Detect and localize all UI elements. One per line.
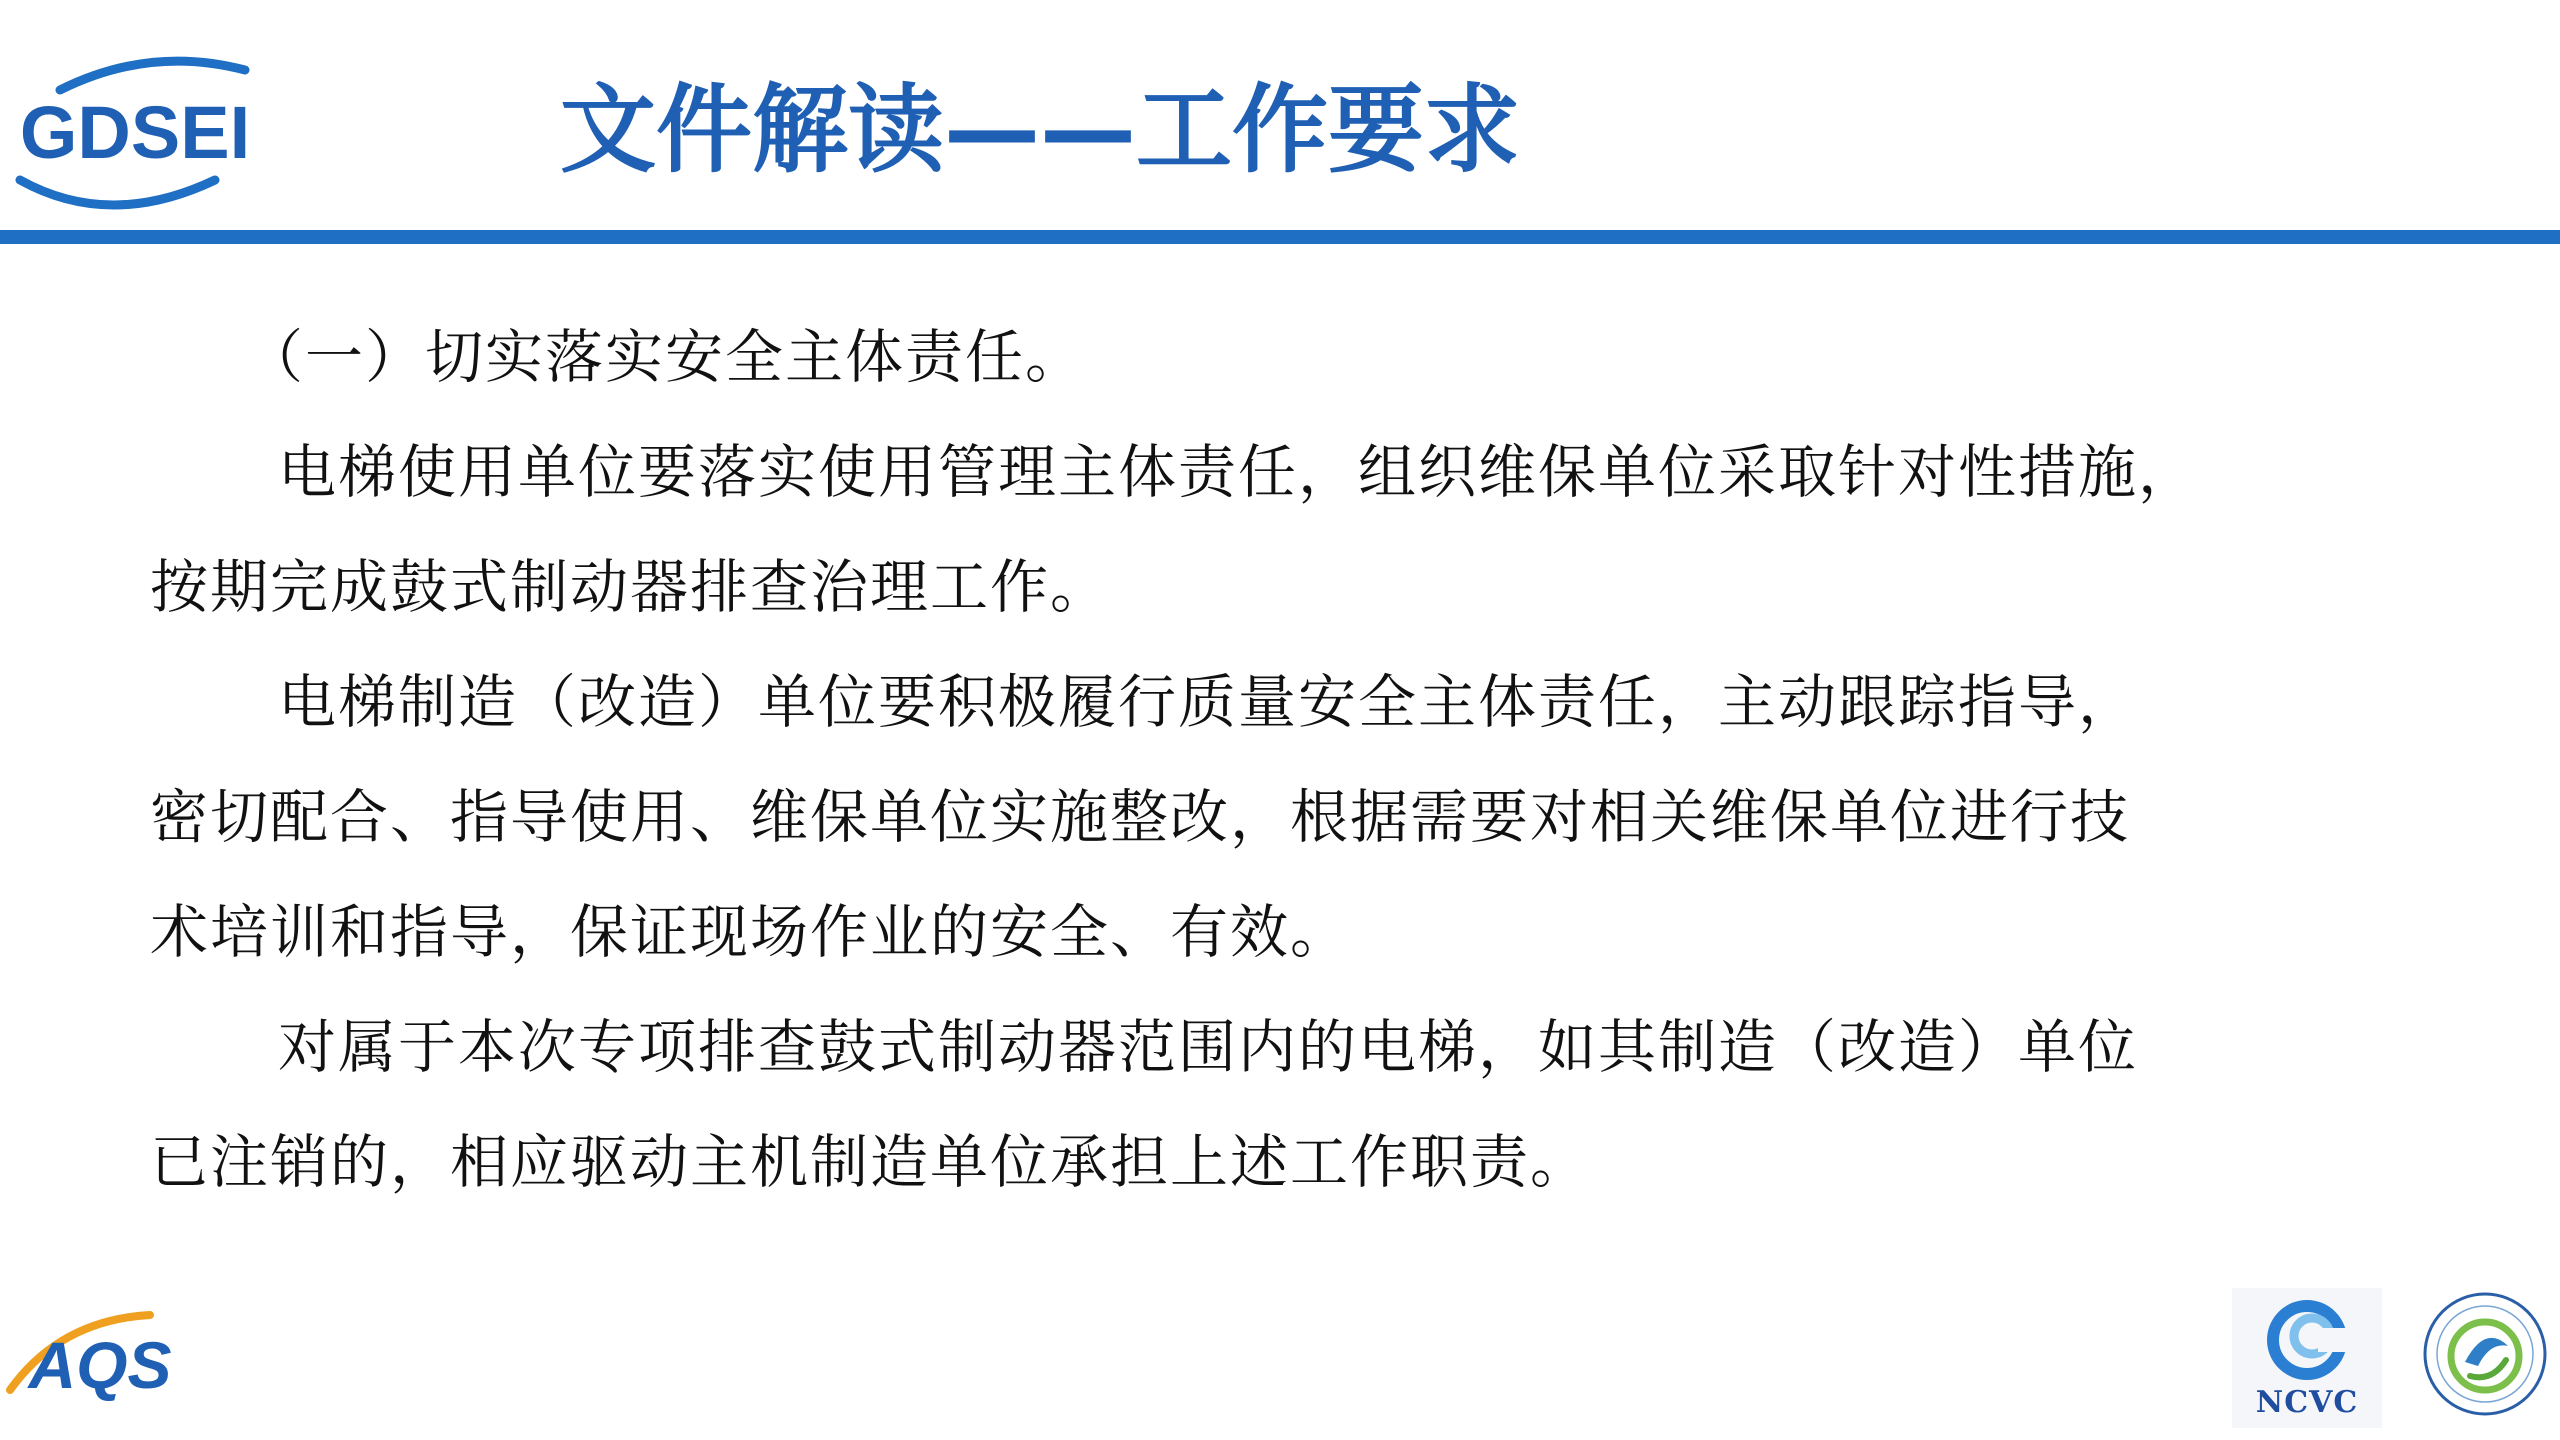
paragraph-line: 对属于本次专项排查鼓式制动器范围内的电梯，如其制造（改造）单位 [278, 1013, 2139, 1081]
paragraph-line: 已注销的，相应驱动主机制造单位承担上述工作职责。 [150, 1128, 1591, 1196]
seal-logo [2420, 1284, 2550, 1424]
ncvc-swirl-icon [2232, 1288, 2382, 1388]
header-divider [0, 230, 2560, 244]
ncvc-logo [2232, 1288, 2382, 1428]
paragraph-line: 电梯制造（改造）单位要积极履行质量安全主体责任，主动跟踪指导， [278, 668, 2139, 736]
aqs-logo [0, 1300, 210, 1410]
section-heading: （一）切实落实安全主体责任。 [245, 323, 1086, 391]
gdsei-logo [0, 50, 270, 220]
gdsei-logo-text: GDSEI [19, 91, 251, 174]
paragraph-line: 密切配合、指导使用、维保单位实施整改，根据需要对相关维保单位进行技 [150, 783, 2131, 851]
aqs-logo-text: AQS [28, 1328, 172, 1402]
paragraph-line: 电梯使用单位要落实使用管理主体责任，组织维保单位采取针对性措施， [278, 438, 2199, 506]
slide-title: 文件解读——工作要求 [560, 74, 1520, 186]
paragraph-line: 术培训和指导，保证现场作业的安全、有效。 [150, 898, 1351, 966]
paragraph-line: 按期完成鼓式制动器排查治理工作。 [150, 553, 1111, 621]
body-content [150, 300, 2370, 1220]
ncvc-logo-text: NCVC [2255, 1385, 2359, 1420]
